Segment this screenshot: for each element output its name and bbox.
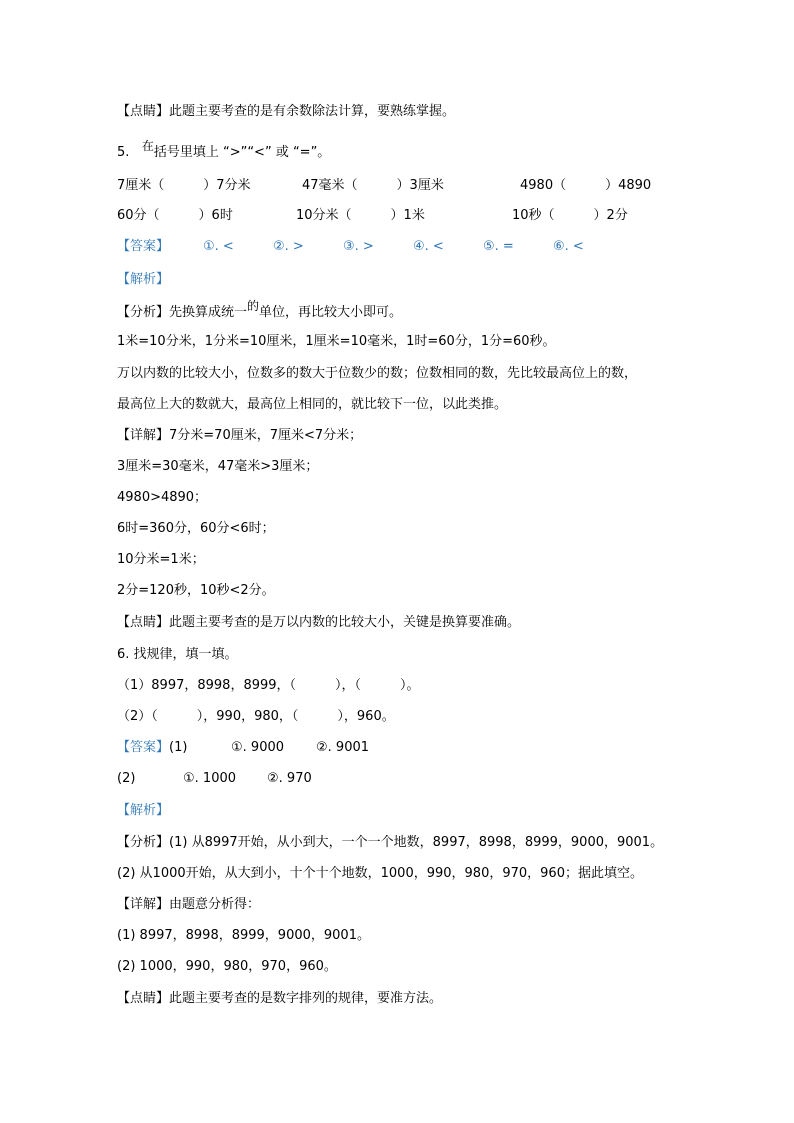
q6-analysis-2: (2) 从1000开始，从大到小，十个十个地数，1000，990，980，970，960；据此填空。 [117,866,643,881]
detail-tag: 【详解】 [117,897,170,912]
note-tag: 【点睛】 [117,104,170,119]
analysis-raised-char: 的 [247,299,260,313]
q5-detail-line: 3厘米=30毫米，47毫米>3厘米； [117,459,319,474]
note-text: 此题主要考查的是万以内数的比较大小，关键是换算要准确。 [169,615,521,630]
analysis-text: (1) 从8997开始，从小到大，一个一个地数，8997，8998，8999，9000，9001。 [169,835,664,850]
note-tag: 【点睛】 [117,615,170,630]
answer-6: ⑥. < [553,239,584,254]
question-6-title: 6. 找规律，填一填。 [117,647,238,662]
q6-answer-2a: ①. 1000 [183,771,237,786]
note-tag: 【点睛】 [117,991,170,1006]
detail-tag: 【详解】 [117,428,170,443]
q5-detail-line: 10分米=1米； [117,552,205,567]
jiexi-tag: 【解析】 [117,272,170,287]
analysis-text-2: 单位，再比较大小即可。 [259,305,403,320]
prev-note [117,104,455,120]
q6-note [117,991,442,1007]
q5-item-5: 10分米（ ）1米 [296,208,425,223]
q5-units: 1米=10分米，1分米=10厘米，1厘米=10毫米，1时=60分，1分=60秒。 [117,334,556,349]
answer-tag: 【答案】 [117,239,170,254]
note-text: 此题主要考查的是数字排列的规律，要准方法。 [169,991,443,1006]
answer-5: ⑤. = [483,239,514,254]
detail-text: 由题意分析得： [169,897,261,912]
q5-detail [117,428,362,444]
q5-analysis [117,299,403,321]
jiexi-tag: 【解析】 [117,803,170,818]
question-number: 5. [117,145,130,160]
q5-detail-line: 4980>4890； [117,490,208,505]
q5-item-6: 10秒（ ）2分 [512,208,628,223]
q6-line-2: （2）（ ），990，980，（ ），960。 [117,709,395,724]
answer-label-1: (1) [169,740,188,755]
instruction-raised-char: 在 [141,139,154,153]
analysis-tag: 【分析】 [117,305,170,320]
q5-item-4: 60分（ ）6时 [117,208,233,223]
q5-item-3: 4980（ ）4890 [520,178,652,193]
q6-answer-2b: ②. 970 [267,771,312,786]
answer-4: ④. < [413,239,444,254]
q5-item-1: 7厘米（ ）7分米 [117,178,251,193]
question-5-title [117,139,331,161]
q6-detail-2: (2) 1000，990，980，970，960。 [117,959,337,974]
answer-tag: 【答案】 [117,740,170,755]
q5-detail-line: 2分=120秒，10秒<2分。 [117,583,275,598]
answer-2: ②. > [273,239,304,254]
q6-answer-1b: ②. 9001 [316,740,370,755]
analysis-text-1: 先换算成统一 [169,305,248,320]
q5-note [117,615,520,631]
q5-rule-1: 万以内数的比较大小，位数多的数大于位数少的数；位数相同的数，先比较最高位上的数， [117,366,638,381]
answer-1: ①. < [203,239,234,254]
q6-answer-row-1 [117,740,187,756]
q5-item-2: 47毫米（ ）3厘米 [302,178,444,193]
answer-3: ③. > [343,239,374,254]
q6-answer-label-2: (2) [117,771,136,786]
q6-detail-1: (1) 8997，8998，8999，9000，9001。 [117,928,370,943]
q6-analysis-1 [117,835,663,851]
detail-text: 7分米=70厘米，7厘米<7分米； [169,428,363,443]
q6-detail [117,897,260,913]
q6-line-1: （1）8997，8998，8999，（ ），（ ）。 [117,678,420,693]
analysis-tag: 【分析】 [117,835,170,850]
q5-detail-line: 6时=360分，60分<6时； [117,521,275,536]
instruction-text: 括号里填上 “>”“<” 或 “=”。 [153,145,331,160]
q6-answer-1a: ①. 9000 [231,740,285,755]
note-text: 此题主要考查的是有余数除法计算，要熟练掌握。 [169,104,456,119]
q5-rule-2: 最高位上大的数就大，最高位上相同的，就比较下一位，以此类推。 [117,397,508,412]
